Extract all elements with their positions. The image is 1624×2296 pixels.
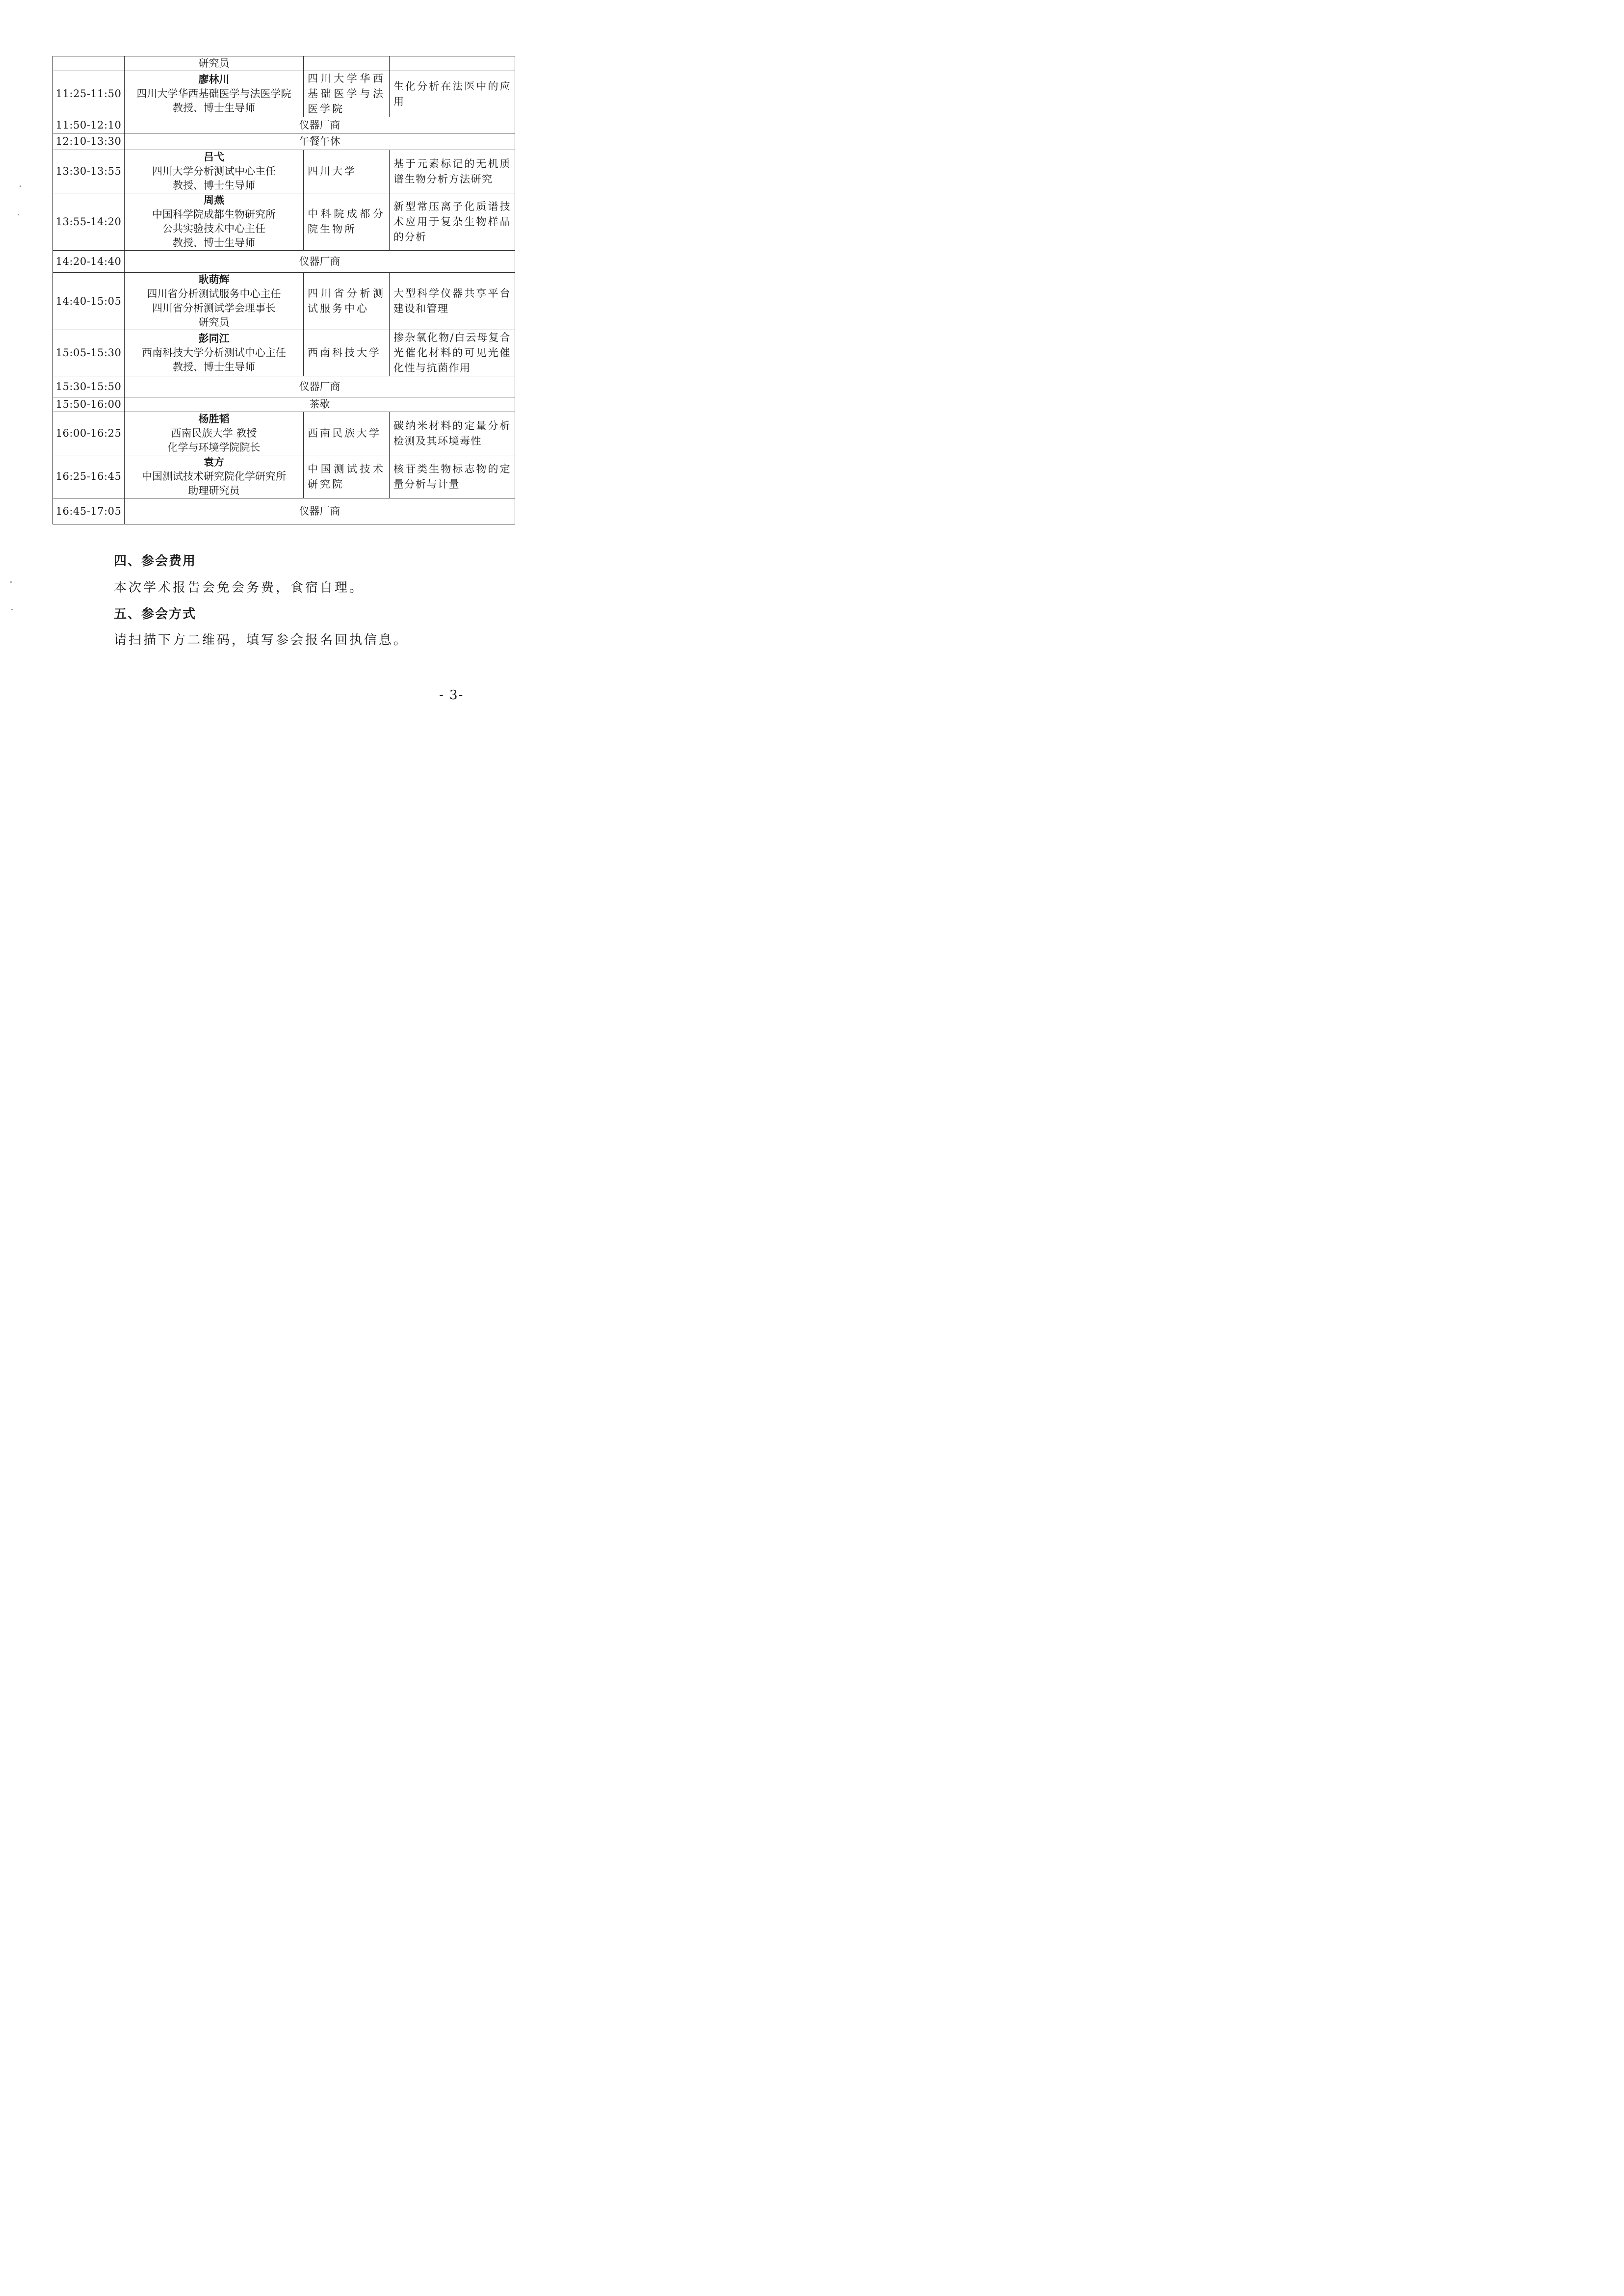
time-cell: 13:55-14:20	[53, 193, 125, 251]
table-row	[53, 193, 515, 251]
time-cell: 12:10-13:30	[53, 133, 125, 150]
table-row	[53, 56, 515, 71]
speaker-title: 教授、博士生导师	[173, 180, 255, 191]
speaker-name: 耿萌辉	[198, 274, 230, 286]
speaker-name: 袁方	[204, 456, 224, 468]
speaker-title: 公共实验技术中心主任	[162, 223, 265, 235]
section-heading-fees: 四、参会费用	[114, 554, 197, 569]
speaker-title: 中国科学院成都生物研究所	[152, 209, 276, 220]
time-cell: 16:25-16:45	[53, 455, 125, 498]
schedule-table	[52, 56, 515, 524]
topic-cell: 基于元素标记的无机质谱生物分析方法研究	[390, 150, 515, 193]
break-label: 仪器厂商	[125, 117, 515, 133]
time-cell: 16:45-17:05	[53, 498, 125, 524]
section-body-method: 请扫描下方二维码，填写参会报名回执信息。	[114, 633, 409, 648]
topic-cell: 碳纳米材料的定量分析检测及其环境毒性	[390, 412, 515, 455]
time-cell: 15:30-15:50	[53, 376, 125, 397]
speaker-cell	[125, 412, 304, 455]
time-cell: 15:05-15:30	[53, 330, 125, 376]
speaker-cell	[125, 330, 304, 376]
time-cell: 14:40-15:05	[53, 273, 125, 330]
org-cell: 西南民族大学	[304, 412, 390, 455]
table-row	[53, 251, 515, 273]
break-label: 茶歇	[125, 397, 515, 412]
topic-cell	[390, 56, 515, 71]
org-cell: 四川省分析测试服务中心	[304, 273, 390, 330]
topic-cell: 大型科学仪器共享平台建设和管理	[390, 273, 515, 330]
speaker-cell	[125, 273, 304, 330]
table-row	[53, 412, 515, 455]
speaker-title: 研究员	[198, 316, 230, 328]
time-cell	[53, 56, 125, 71]
speaker-title: 教授、博士生导师	[173, 361, 255, 373]
table-row	[53, 117, 515, 133]
speaker-title: 研究员	[198, 57, 230, 69]
speaker-title: 化学与环境学院院长	[167, 442, 261, 453]
time-cell: 13:30-13:55	[53, 150, 125, 193]
speaker-title: 四川省分析测试学会理事长	[152, 302, 276, 314]
topic-cell: 新型常压离子化质谱技术应用于复杂生物样品的分析	[390, 193, 515, 251]
table-row	[53, 397, 515, 412]
speaker-cell	[125, 56, 304, 71]
org-cell: 西南科技大学	[304, 330, 390, 376]
section-heading-method: 五、参会方式	[114, 607, 197, 622]
scan-speck	[18, 214, 19, 215]
speaker-title: 西南民族大学 教授	[171, 427, 257, 439]
time-cell: 15:50-16:00	[53, 397, 125, 412]
topic-cell: 核苷类生物标志物的定量分析与计量	[390, 455, 515, 498]
time-cell: 11:25-11:50	[53, 71, 125, 117]
speaker-name: 杨胜韬	[198, 413, 230, 425]
topic-cell: 生化分析在法医中的应用	[390, 71, 515, 117]
speaker-title: 四川大学华西基础医学与法医学院	[136, 88, 291, 100]
break-label: 午餐午休	[125, 133, 515, 150]
table-row	[53, 455, 515, 498]
time-cell: 16:00-16:25	[53, 412, 125, 455]
speaker-cell	[125, 193, 304, 251]
speaker-name: 廖林川	[198, 74, 230, 85]
speaker-title: 中国测试技术研究院化学研究所	[142, 470, 286, 482]
speaker-name: 周燕	[204, 194, 224, 206]
org-cell: 四川大学华西基础医学与法医学院	[304, 71, 390, 117]
break-label: 仪器厂商	[125, 376, 515, 397]
page-number: - 3-	[439, 688, 464, 703]
table-row	[53, 150, 515, 193]
speaker-title: 教授、博士生导师	[173, 102, 255, 114]
org-cell: 四川大学	[304, 150, 390, 193]
speaker-title: 四川大学分析测试中心主任	[152, 165, 276, 177]
table-row	[53, 273, 515, 330]
break-label: 仪器厂商	[125, 498, 515, 524]
speaker-cell	[125, 455, 304, 498]
speaker-title: 助理研究员	[188, 485, 240, 496]
table-row	[53, 133, 515, 150]
table-row	[53, 498, 515, 524]
section-body-fees: 本次学术报告会免会务费，食宿自理。	[114, 580, 365, 595]
table-row	[53, 71, 515, 117]
break-label: 仪器厂商	[125, 251, 515, 273]
table-row	[53, 330, 515, 376]
speaker-cell	[125, 150, 304, 193]
speaker-cell	[125, 71, 304, 117]
scan-speck	[10, 581, 12, 583]
speaker-name: 吕弋	[204, 151, 224, 163]
scan-speck	[11, 609, 13, 610]
time-cell: 11:50-12:10	[53, 117, 125, 133]
org-cell	[304, 56, 390, 71]
topic-cell: 掺杂氧化物/白云母复合光催化材料的可见光催化性与抗菌作用	[390, 330, 515, 376]
speaker-title: 四川省分析测试服务中心主任	[147, 288, 281, 300]
speaker-name: 彭同江	[198, 333, 230, 344]
speaker-title: 教授、博士生导师	[173, 237, 255, 249]
time-cell: 14:20-14:40	[53, 251, 125, 273]
scan-speck	[20, 185, 21, 187]
org-cell: 中科院成都分院生物所	[304, 193, 390, 251]
table-row	[53, 376, 515, 397]
speaker-title: 西南科技大学分析测试中心主任	[142, 347, 286, 359]
org-cell: 中国测试技术研究院	[304, 455, 390, 498]
